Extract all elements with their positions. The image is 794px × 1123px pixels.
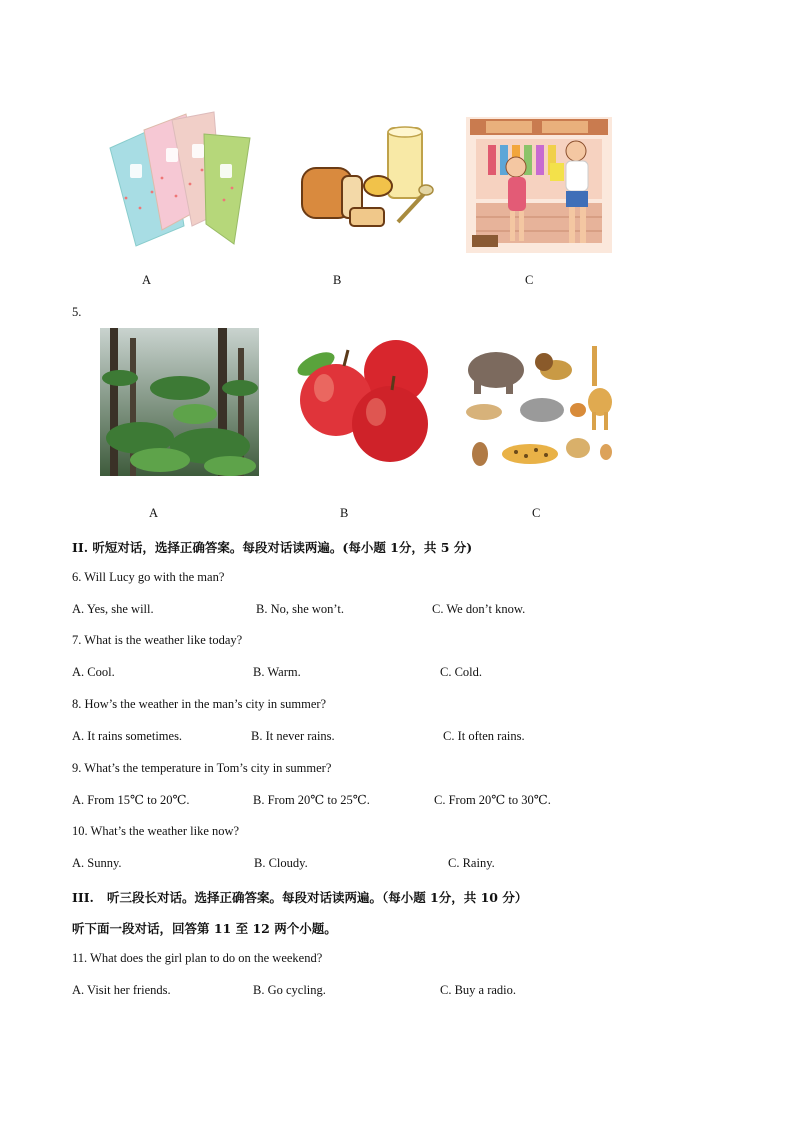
row1-label-a: A bbox=[142, 273, 152, 287]
wardrobe-girls-picture bbox=[466, 117, 612, 253]
q9-option-b: B. From 20℃ to 25℃. bbox=[253, 793, 370, 807]
row2-label-c: C bbox=[532, 506, 541, 520]
q11-option-b: B. Go cycling. bbox=[253, 983, 326, 997]
section-2-heading: II. 听短对话，选择正确答案。每段对话读两遍。(每小题 1分，共 5 分) bbox=[72, 540, 473, 555]
apples-picture bbox=[292, 336, 432, 466]
q9-option-c: C. From 20℃ to 30℃. bbox=[434, 793, 551, 807]
q11-option-a: A. Visit her friends. bbox=[72, 983, 171, 997]
q6-option-b: B. No, she won’t. bbox=[256, 602, 344, 616]
question-7: 7. What is the weather like today? bbox=[72, 633, 243, 647]
q8-option-a: A. It rains sometimes. bbox=[72, 729, 183, 743]
row1-label-b: B bbox=[333, 273, 342, 287]
section-3-subheading: 听下面一段对话，回答第 11 至 12 两个小题。 bbox=[72, 921, 337, 936]
q6-option-c: C. We don’t know. bbox=[432, 602, 526, 616]
question-11: 11. What does the girl plan to do on the weekend? bbox=[72, 951, 323, 965]
q7-option-b: B. Warm. bbox=[253, 665, 301, 679]
q7-option-c: C. Cold. bbox=[440, 665, 483, 679]
q10-option-c: C. Rainy. bbox=[448, 856, 495, 870]
question-10: 10. What’s the weather like now? bbox=[72, 824, 240, 838]
rainforest-picture bbox=[100, 328, 259, 476]
row2-label-b: B bbox=[340, 506, 349, 520]
row1-label-c: C bbox=[525, 273, 534, 287]
row2-label-a: A bbox=[149, 506, 159, 520]
q8-option-b: B. It never rains. bbox=[251, 729, 335, 743]
breakfast-food-picture bbox=[298, 124, 438, 232]
q10-option-b: B. Cloudy. bbox=[254, 856, 308, 870]
notebooks-picture bbox=[106, 108, 256, 248]
q7-option-a: A. Cool. bbox=[72, 665, 115, 679]
question-9: 9. What’s the temperature in Tom’s city in summer? bbox=[72, 761, 332, 775]
q11-option-c: C. Buy a radio. bbox=[440, 983, 517, 997]
q6-option-a: A. Yes, she will. bbox=[72, 602, 154, 616]
wild-animals-picture bbox=[460, 340, 620, 484]
q10-option-a: A. Sunny. bbox=[72, 856, 122, 870]
question-5-number: 5. bbox=[72, 305, 82, 319]
section-3-heading: III. 听三段长对话。选择正确答案。每段对话读两遍。（每小题 1分，共 10 分） bbox=[72, 890, 528, 905]
question-8: 8. How’s the weather in the man’s city in summer? bbox=[72, 697, 327, 711]
q9-option-a: A. From 15℃ to 20℃. bbox=[72, 793, 190, 807]
question-6: 6. Will Lucy go with the man? bbox=[72, 570, 225, 584]
q8-option-c: C. It often rains. bbox=[443, 729, 525, 743]
